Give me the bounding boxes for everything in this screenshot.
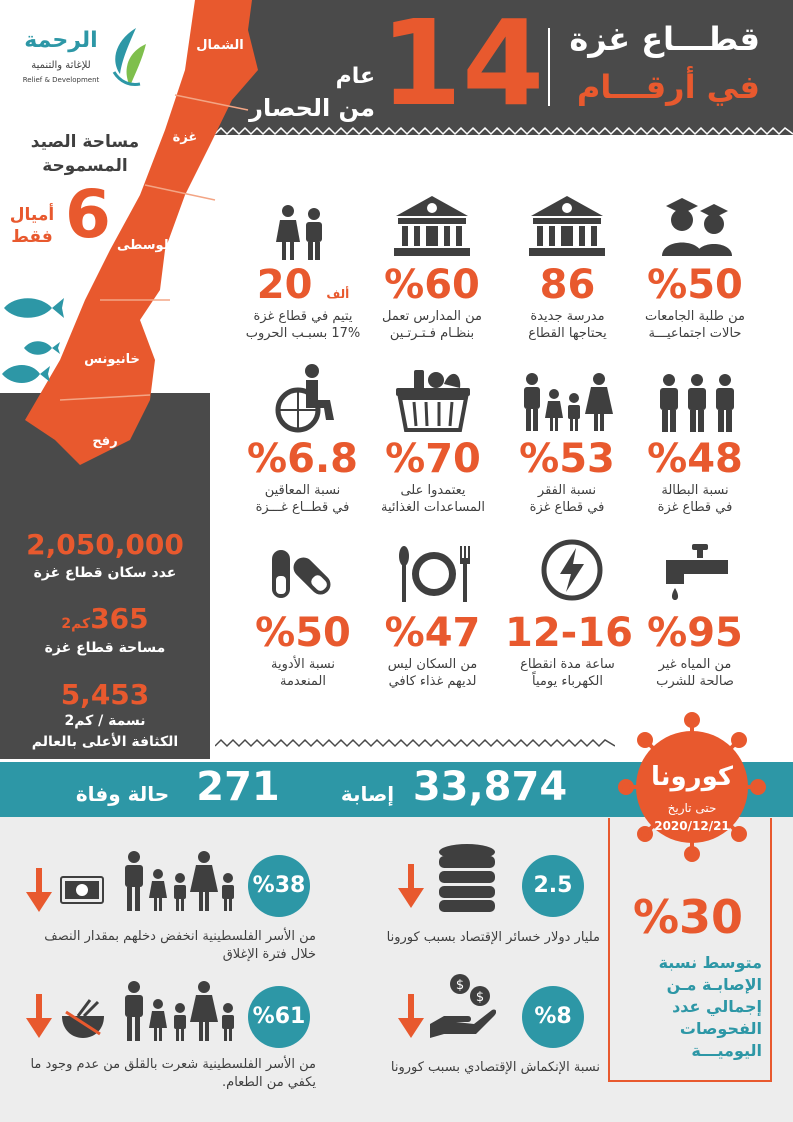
stat-label: حالات اجتماعيـــة (648, 326, 742, 341)
corona-rate-label (612, 952, 762, 1062)
impact-food-label: من الأسر الفلسطينية شعرت بالقلق من عدم وجود ما يكفي من الطعام. (30, 1057, 316, 1090)
corona-date-label: حتى تاريخ (667, 801, 717, 815)
stat-value-number: 20 (256, 262, 313, 308)
map-region-middle: الوسطى (116, 238, 174, 253)
svg-text:$: $ (475, 990, 485, 1005)
page-title: قطـــاع غزة (569, 20, 760, 58)
population-value: 2,050,000 (26, 528, 184, 561)
stat-value: %48 (647, 436, 743, 482)
stat-label: يتيم في قطاع غزة (253, 309, 353, 324)
corona-deaths-value: 271 (196, 764, 280, 810)
stat-label: مدرسة جديدة (530, 309, 605, 324)
area-value (10, 602, 200, 635)
arrow-down-icon (398, 994, 424, 1038)
stat-value (238, 262, 368, 308)
stat-orphans (238, 262, 368, 342)
stat-value: %53 (519, 436, 615, 482)
impact-food-badge: %61 (248, 986, 310, 1048)
corona-date: 2020/12/21 (654, 819, 730, 833)
arrow-down-icon (26, 868, 52, 912)
impact-income-badge: %38 (248, 855, 310, 917)
header-divider (548, 28, 550, 106)
fish-icon (2, 292, 72, 392)
zigzag-divider-middle (215, 738, 615, 748)
arrow-down-icon (398, 864, 424, 908)
svg-text:$: $ (455, 978, 465, 993)
corona-infections-value: 33,874 (412, 764, 568, 810)
money-icon (60, 876, 104, 904)
stat-disabled (240, 436, 365, 516)
stat-label: 17% بسبـب الحروب (245, 326, 361, 341)
map-region-khanyounis: خانيونس (84, 352, 140, 367)
fishing-unit: أميال (9, 205, 55, 225)
map-region-north: الشمال (196, 38, 244, 53)
lightning-icon (540, 538, 604, 602)
stat-value: %47 (384, 610, 481, 656)
corona-rate-line: اليوميـــة (691, 1041, 762, 1060)
impact-loss-label: مليار دولار خسائر الإقتصاد بسبب كورونا (386, 930, 600, 945)
arrow-down-icon (26, 994, 52, 1038)
fishing-qualifier: فقط (11, 227, 53, 247)
school-icon-2 (392, 190, 472, 258)
corona-infections-label: إصابة (340, 782, 395, 806)
stat-value: %6.8 (247, 436, 358, 482)
men-icon (656, 374, 738, 432)
corona-deaths-label: حالة وفاة (75, 782, 170, 806)
stat-label: في قطــاع غـــزة (255, 500, 350, 515)
stat-label: من طلبة الجامعات (644, 309, 746, 324)
graduates-icon (654, 196, 738, 256)
fishing-value: 6 (65, 176, 111, 253)
pills-icon (268, 546, 334, 602)
stat-value: 12-16 (505, 610, 633, 656)
corona-rate-value: %30 (632, 890, 744, 944)
stat-label: نسبة الفقر (537, 483, 597, 498)
stat-label: يحتاجها القطاع (528, 326, 607, 341)
fishing-label: مساحة الصيد المسموحة (30, 132, 140, 176)
stat-label: لديهم غذاء كافي (388, 674, 477, 689)
corona-rate-line: متوسط نسبة (658, 953, 762, 972)
stat-value: %50 (647, 262, 743, 308)
stat-school-shifts (372, 262, 492, 342)
corona-rate-line: الفحوصات (679, 1019, 762, 1038)
tap-icon (662, 544, 732, 600)
family-icon (520, 372, 615, 432)
basket-icon (394, 366, 472, 432)
map-region-rafah: رفح (92, 434, 118, 449)
density-value: 5,453 (60, 678, 150, 711)
siege-years-unit: عام (335, 64, 375, 89)
stat-medicine (248, 610, 358, 690)
stat-poverty (512, 436, 622, 516)
stat-value: 86 (539, 262, 596, 308)
stat-label: نسبة البطالة (661, 483, 729, 498)
stat-value: %95 (647, 610, 743, 656)
stat-label: من المدارس تعمل (381, 309, 483, 324)
siege-years: 14 (380, 0, 545, 132)
corona-rate-line: الإصابـة مـن (666, 975, 762, 994)
stat-label: المساعدات الغذائية (381, 500, 485, 515)
impact-recession-label: نسبة الإنكماش الإقتصادي بسبب كورونا (390, 1060, 600, 1075)
area-number: 365 (90, 602, 149, 635)
stat-label: نسبة الأدوية (271, 657, 335, 672)
impact-recession-badge: %8 (522, 986, 584, 1048)
stat-unemployment (640, 436, 750, 516)
page-subtitle: في أرقـــام (576, 68, 760, 106)
stat-label: نسبة المعاقين (264, 483, 341, 498)
stat-label: من المياه غير (658, 657, 732, 672)
stat-value: %70 (385, 436, 481, 482)
logo-subtitle: للإغاثة والتنمية (31, 60, 91, 71)
stat-water (640, 610, 750, 690)
stat-food (370, 610, 495, 690)
coins-icon (436, 842, 498, 912)
stat-label: الكهرباء يومياً (532, 674, 603, 689)
stat-label: من السكان ليس (387, 657, 478, 672)
stat-label: في قطاع غزة (657, 500, 733, 515)
population-label: عدد سكان قطاع غزة (33, 565, 177, 581)
map-region-gaza: غزة (172, 130, 198, 145)
stat-students (640, 262, 750, 342)
impact-loss-badge: 2.5 (522, 855, 584, 917)
family-icon-2 (120, 850, 240, 912)
food-bowl-icon (60, 998, 106, 1038)
stat-label: المنعدمة (279, 674, 327, 689)
hand-coins-icon (430, 972, 496, 1044)
stat-electricity (505, 610, 633, 690)
family-icon-3 (120, 980, 240, 1042)
logo-subtitle-en: Relief & Development (22, 76, 100, 84)
stat-label: في قطاع غزة (529, 500, 605, 515)
impact-income-label: من الأسر الفلسطينية انخفض دخلهم بمقدار النصف خلال فترة الإغلاق (44, 929, 316, 962)
density-label: الكثافة الأعلى بالعالم (31, 734, 179, 750)
siege-label: من الحصار (249, 94, 375, 122)
stat-food-aid (368, 436, 498, 516)
stat-label: صالحة للشرب (656, 674, 734, 689)
stat-value: %60 (384, 262, 480, 308)
wheelchair-icon (274, 364, 338, 434)
school-icon (527, 190, 607, 258)
corona-title: كورونا (650, 762, 734, 792)
stat-value: %50 (255, 610, 351, 656)
stat-label: بنظـام فـتـرتـين (389, 326, 475, 341)
corona-rate-line: إجمالي عدد (672, 997, 762, 1016)
stat-label: ساعة مدة انقطاع (520, 657, 615, 672)
plate-icon (398, 546, 470, 602)
area-unit: كم2 (61, 616, 91, 632)
area-label: مساحة قطاع غزة (44, 640, 166, 656)
density-unit: نسمة / كم2 (64, 713, 146, 729)
stat-label: يعتمدوا على (400, 483, 466, 498)
children-icon (274, 204, 328, 262)
stat-new-schools (510, 262, 625, 342)
stat-value-suffix: ألف (326, 287, 350, 301)
logo-name: الرحمة (24, 28, 98, 53)
